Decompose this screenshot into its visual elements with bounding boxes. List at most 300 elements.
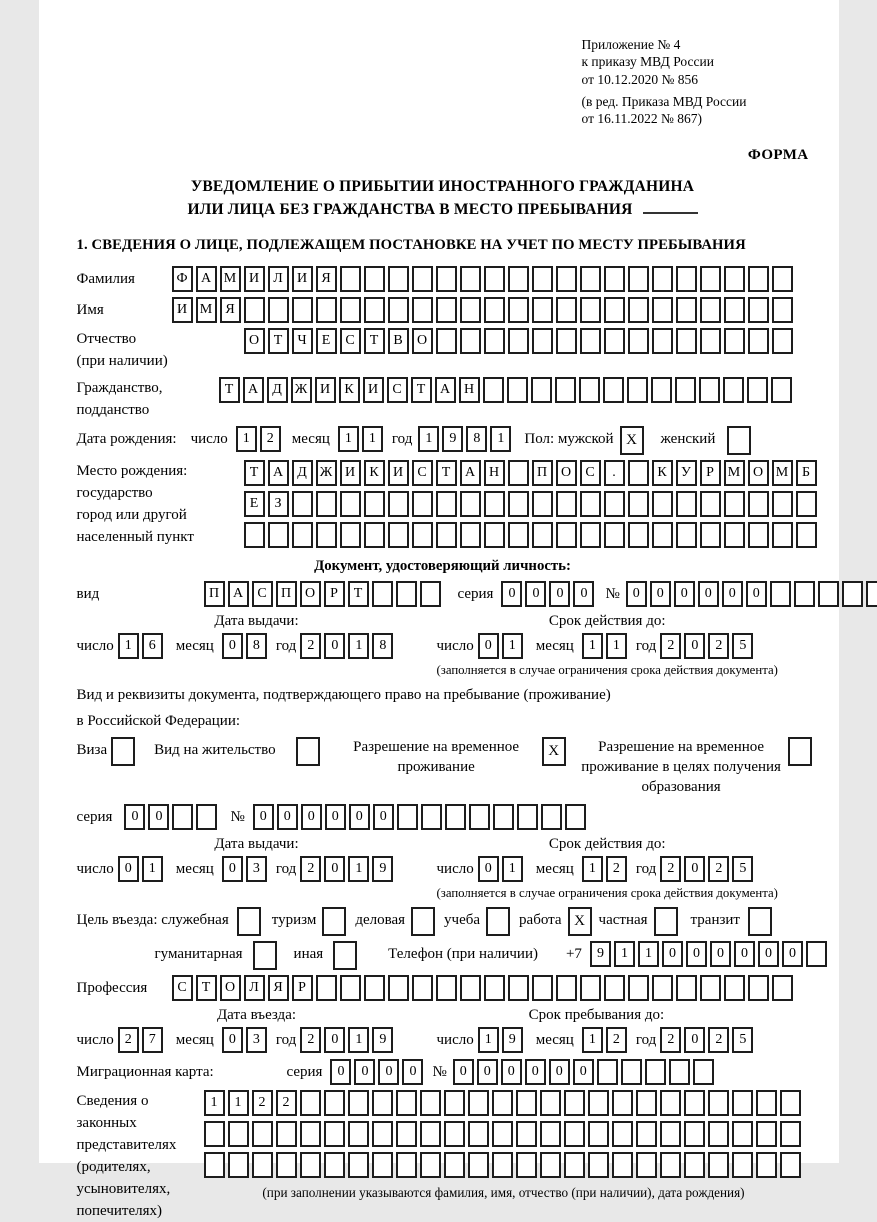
char-cell[interactable]: 2	[606, 856, 627, 882]
char-cell[interactable]	[724, 522, 745, 548]
char-cell[interactable]	[627, 377, 648, 403]
char-cell[interactable]	[772, 297, 793, 323]
char-cell[interactable]	[372, 581, 393, 607]
char-cell[interactable]: Н	[484, 460, 505, 486]
char-cell[interactable]	[228, 1152, 249, 1178]
char-cell[interactable]	[508, 266, 529, 292]
char-cell[interactable]	[340, 522, 361, 548]
char-cell[interactable]	[580, 266, 601, 292]
char-cell[interactable]: 1	[478, 1027, 499, 1053]
char-cell[interactable]	[636, 1090, 657, 1116]
char-cell[interactable]	[508, 975, 529, 1001]
char-cell[interactable]: 1	[614, 941, 635, 967]
char-cell[interactable]: 0	[349, 804, 370, 830]
char-cell[interactable]: 9	[372, 856, 393, 882]
char-cell[interactable]: 0	[222, 1027, 243, 1053]
char-cell[interactable]: .	[604, 460, 625, 486]
char-cell[interactable]: С	[252, 581, 273, 607]
char-cell[interactable]	[772, 328, 793, 354]
char-cell[interactable]: А	[228, 581, 249, 607]
char-cell[interactable]	[756, 1152, 777, 1178]
char-cell[interactable]	[770, 581, 791, 607]
char-cell[interactable]: Т	[348, 581, 369, 607]
char-cell[interactable]	[252, 1152, 273, 1178]
char-cell[interactable]	[493, 804, 514, 830]
char-cell[interactable]	[700, 328, 721, 354]
char-cell[interactable]	[580, 328, 601, 354]
char-cell[interactable]	[469, 804, 490, 830]
char-cell[interactable]: И	[340, 460, 361, 486]
char-cell[interactable]	[796, 522, 817, 548]
char-cell[interactable]	[723, 377, 744, 403]
char-cell[interactable]: 1	[236, 426, 257, 452]
char-cell[interactable]	[580, 522, 601, 548]
char-cell[interactable]: 2	[660, 1027, 681, 1053]
char-cell[interactable]: 9	[502, 1027, 523, 1053]
char-cell[interactable]	[708, 1152, 729, 1178]
char-cell[interactable]	[748, 522, 769, 548]
char-cell[interactable]	[483, 377, 504, 403]
char-cell[interactable]	[468, 1152, 489, 1178]
char-cell[interactable]: К	[652, 460, 673, 486]
char-cell[interactable]	[340, 266, 361, 292]
char-cell[interactable]: 1	[362, 426, 383, 452]
char-cell[interactable]	[588, 1121, 609, 1147]
char-cell[interactable]: 0	[684, 633, 705, 659]
char-cell[interactable]: 2	[300, 856, 321, 882]
char-cell[interactable]	[628, 460, 649, 486]
char-cell[interactable]	[460, 328, 481, 354]
char-cell[interactable]	[324, 1152, 345, 1178]
char-cell[interactable]	[748, 297, 769, 323]
char-cell[interactable]	[612, 1152, 633, 1178]
char-cell[interactable]: 0	[746, 581, 767, 607]
char-cell[interactable]	[676, 522, 697, 548]
char-cell[interactable]	[252, 1121, 273, 1147]
char-cell[interactable]	[652, 975, 673, 1001]
char-cell[interactable]	[652, 522, 673, 548]
checkbox-cell[interactable]	[237, 907, 261, 936]
char-cell[interactable]	[669, 1059, 690, 1085]
char-cell[interactable]	[436, 975, 457, 1001]
char-cell[interactable]	[579, 377, 600, 403]
checkbox-cell[interactable]	[296, 737, 320, 766]
char-cell[interactable]	[676, 297, 697, 323]
char-cell[interactable]	[324, 1121, 345, 1147]
char-cell[interactable]: О	[300, 581, 321, 607]
char-cell[interactable]	[541, 804, 562, 830]
checkbox-cell[interactable]	[411, 907, 435, 936]
char-cell[interactable]	[532, 975, 553, 1001]
char-cell[interactable]: 0	[734, 941, 755, 967]
char-cell[interactable]	[532, 266, 553, 292]
checkbox-cell[interactable]: X	[568, 907, 592, 936]
char-cell[interactable]	[484, 975, 505, 1001]
char-cell[interactable]: П	[532, 460, 553, 486]
char-cell[interactable]: 0	[710, 941, 731, 967]
char-cell[interactable]	[444, 1152, 465, 1178]
char-cell[interactable]	[372, 1121, 393, 1147]
char-cell[interactable]	[676, 975, 697, 1001]
char-cell[interactable]: 9	[442, 426, 463, 452]
char-cell[interactable]	[732, 1090, 753, 1116]
char-cell[interactable]: 8	[246, 633, 267, 659]
char-cell[interactable]	[412, 975, 433, 1001]
char-cell[interactable]	[348, 1121, 369, 1147]
char-cell[interactable]: Т	[219, 377, 240, 403]
char-cell[interactable]	[700, 491, 721, 517]
char-cell[interactable]: О	[556, 460, 577, 486]
char-cell[interactable]: 0	[253, 804, 274, 830]
char-cell[interactable]: М	[220, 266, 241, 292]
char-cell[interactable]	[508, 491, 529, 517]
char-cell[interactable]: Т	[364, 328, 385, 354]
char-cell[interactable]	[604, 491, 625, 517]
char-cell[interactable]	[708, 1090, 729, 1116]
char-cell[interactable]: 1	[418, 426, 439, 452]
char-cell[interactable]: 0	[573, 1059, 594, 1085]
char-cell[interactable]	[316, 297, 337, 323]
char-cell[interactable]	[244, 522, 265, 548]
char-cell[interactable]: Л	[268, 266, 289, 292]
char-cell[interactable]	[412, 297, 433, 323]
checkbox-cell[interactable]: X	[620, 426, 644, 455]
char-cell[interactable]	[412, 522, 433, 548]
char-cell[interactable]	[436, 328, 457, 354]
char-cell[interactable]: 0	[301, 804, 322, 830]
char-cell[interactable]	[806, 941, 827, 967]
char-cell[interactable]	[508, 460, 529, 486]
char-cell[interactable]: 0	[501, 581, 522, 607]
char-cell[interactable]: Д	[267, 377, 288, 403]
char-cell[interactable]: 0	[373, 804, 394, 830]
char-cell[interactable]: Р	[324, 581, 345, 607]
char-cell[interactable]	[396, 581, 417, 607]
char-cell[interactable]	[532, 297, 553, 323]
char-cell[interactable]: 1	[348, 1027, 369, 1053]
char-cell[interactable]: 0	[324, 1027, 345, 1053]
char-cell[interactable]: И	[292, 266, 313, 292]
char-cell[interactable]	[565, 804, 586, 830]
char-cell[interactable]	[396, 1121, 417, 1147]
char-cell[interactable]	[866, 581, 877, 607]
char-cell[interactable]: 0	[782, 941, 803, 967]
char-cell[interactable]	[460, 522, 481, 548]
char-cell[interactable]: В	[388, 328, 409, 354]
char-cell[interactable]: Т	[411, 377, 432, 403]
char-cell[interactable]	[732, 1121, 753, 1147]
char-cell[interactable]	[636, 1152, 657, 1178]
char-cell[interactable]: И	[172, 297, 193, 323]
char-cell[interactable]	[652, 297, 673, 323]
char-cell[interactable]	[564, 1152, 585, 1178]
char-cell[interactable]: Р	[292, 975, 313, 1001]
char-cell[interactable]	[444, 1090, 465, 1116]
char-cell[interactable]	[388, 491, 409, 517]
char-cell[interactable]	[420, 1090, 441, 1116]
char-cell[interactable]: 0	[684, 856, 705, 882]
char-cell[interactable]	[660, 1121, 681, 1147]
char-cell[interactable]	[771, 377, 792, 403]
char-cell[interactable]	[492, 1121, 513, 1147]
char-cell[interactable]	[628, 975, 649, 1001]
checkbox-cell[interactable]	[486, 907, 510, 936]
char-cell[interactable]	[436, 297, 457, 323]
char-cell[interactable]: 1	[348, 856, 369, 882]
char-cell[interactable]: 0	[758, 941, 779, 967]
char-cell[interactable]: Т	[244, 460, 265, 486]
char-cell[interactable]	[747, 377, 768, 403]
char-cell[interactable]: 2	[660, 856, 681, 882]
checkbox-cell[interactable]	[322, 907, 346, 936]
char-cell[interactable]	[444, 1121, 465, 1147]
char-cell[interactable]	[460, 491, 481, 517]
char-cell[interactable]	[603, 377, 624, 403]
char-cell[interactable]	[818, 581, 839, 607]
char-cell[interactable]: К	[364, 460, 385, 486]
char-cell[interactable]	[794, 581, 815, 607]
char-cell[interactable]: 5	[732, 856, 753, 882]
char-cell[interactable]	[484, 297, 505, 323]
char-cell[interactable]	[612, 1090, 633, 1116]
char-cell[interactable]	[484, 522, 505, 548]
char-cell[interactable]: Т	[268, 328, 289, 354]
char-cell[interactable]: О	[244, 328, 265, 354]
char-cell[interactable]	[796, 491, 817, 517]
char-cell[interactable]	[396, 1152, 417, 1178]
char-cell[interactable]	[556, 491, 577, 517]
char-cell[interactable]: 0	[573, 581, 594, 607]
char-cell[interactable]	[556, 297, 577, 323]
char-cell[interactable]	[724, 328, 745, 354]
char-cell[interactable]	[724, 975, 745, 1001]
char-cell[interactable]: Т	[196, 975, 217, 1001]
char-cell[interactable]	[580, 975, 601, 1001]
char-cell[interactable]: С	[412, 460, 433, 486]
char-cell[interactable]	[588, 1152, 609, 1178]
char-cell[interactable]	[276, 1152, 297, 1178]
char-cell[interactable]	[532, 522, 553, 548]
char-cell[interactable]: 1	[142, 856, 163, 882]
char-cell[interactable]: Т	[436, 460, 457, 486]
char-cell[interactable]: Н	[459, 377, 480, 403]
char-cell[interactable]	[748, 975, 769, 1001]
char-cell[interactable]: Ф	[172, 266, 193, 292]
char-cell[interactable]: 1	[228, 1090, 249, 1116]
char-cell[interactable]: 0	[501, 1059, 522, 1085]
char-cell[interactable]: 0	[330, 1059, 351, 1085]
char-cell[interactable]	[604, 975, 625, 1001]
char-cell[interactable]	[412, 266, 433, 292]
char-cell[interactable]	[700, 266, 721, 292]
char-cell[interactable]	[340, 297, 361, 323]
char-cell[interactable]	[396, 1090, 417, 1116]
char-cell[interactable]: 1	[606, 633, 627, 659]
char-cell[interactable]	[780, 1121, 801, 1147]
char-cell[interactable]	[628, 491, 649, 517]
char-cell[interactable]	[196, 804, 217, 830]
char-cell[interactable]	[492, 1152, 513, 1178]
char-cell[interactable]: 5	[732, 1027, 753, 1053]
char-cell[interactable]	[748, 491, 769, 517]
char-cell[interactable]	[756, 1121, 777, 1147]
char-cell[interactable]: 0	[684, 1027, 705, 1053]
char-cell[interactable]: 1	[348, 633, 369, 659]
char-cell[interactable]	[372, 1090, 393, 1116]
char-cell[interactable]	[621, 1059, 642, 1085]
char-cell[interactable]	[676, 266, 697, 292]
char-cell[interactable]: 2	[660, 633, 681, 659]
char-cell[interactable]	[244, 297, 265, 323]
char-cell[interactable]: 8	[372, 633, 393, 659]
checkbox-cell[interactable]	[727, 426, 751, 455]
char-cell[interactable]: 1	[338, 426, 359, 452]
char-cell[interactable]	[652, 491, 673, 517]
char-cell[interactable]: О	[412, 328, 433, 354]
char-cell[interactable]	[492, 1090, 513, 1116]
char-cell[interactable]	[652, 328, 673, 354]
char-cell[interactable]	[604, 266, 625, 292]
char-cell[interactable]: Е	[244, 491, 265, 517]
char-cell[interactable]: И	[363, 377, 384, 403]
char-cell[interactable]	[700, 297, 721, 323]
char-cell[interactable]: А	[460, 460, 481, 486]
char-cell[interactable]: 0	[525, 581, 546, 607]
char-cell[interactable]: 0	[277, 804, 298, 830]
char-cell[interactable]	[652, 266, 673, 292]
char-cell[interactable]	[628, 328, 649, 354]
char-cell[interactable]	[636, 1121, 657, 1147]
char-cell[interactable]	[316, 522, 337, 548]
char-cell[interactable]: П	[276, 581, 297, 607]
char-cell[interactable]	[700, 522, 721, 548]
char-cell[interactable]	[300, 1090, 321, 1116]
char-cell[interactable]	[700, 975, 721, 1001]
char-cell[interactable]: М	[724, 460, 745, 486]
char-cell[interactable]: 1	[118, 633, 139, 659]
char-cell[interactable]	[772, 522, 793, 548]
char-cell[interactable]	[516, 1121, 537, 1147]
char-cell[interactable]: 0	[453, 1059, 474, 1085]
char-cell[interactable]: 0	[477, 1059, 498, 1085]
char-cell[interactable]: С	[340, 328, 361, 354]
char-cell[interactable]	[556, 975, 577, 1001]
char-cell[interactable]	[508, 522, 529, 548]
char-cell[interactable]: 2	[118, 1027, 139, 1053]
char-cell[interactable]: 2	[260, 426, 281, 452]
char-cell[interactable]: 0	[222, 633, 243, 659]
char-cell[interactable]	[772, 266, 793, 292]
char-cell[interactable]	[645, 1059, 666, 1085]
char-cell[interactable]	[348, 1090, 369, 1116]
char-cell[interactable]	[517, 804, 538, 830]
char-cell[interactable]	[676, 328, 697, 354]
char-cell[interactable]	[421, 804, 442, 830]
char-cell[interactable]: Я	[268, 975, 289, 1001]
char-cell[interactable]	[628, 297, 649, 323]
char-cell[interactable]	[300, 1121, 321, 1147]
char-cell[interactable]	[748, 328, 769, 354]
char-cell[interactable]: 0	[324, 856, 345, 882]
char-cell[interactable]	[699, 377, 720, 403]
checkbox-cell[interactable]	[748, 907, 772, 936]
char-cell[interactable]: С	[172, 975, 193, 1001]
char-cell[interactable]	[556, 328, 577, 354]
char-cell[interactable]	[684, 1090, 705, 1116]
checkbox-cell[interactable]	[111, 737, 135, 766]
char-cell[interactable]: 0	[325, 804, 346, 830]
char-cell[interactable]	[660, 1152, 681, 1178]
char-cell[interactable]	[436, 522, 457, 548]
char-cell[interactable]	[732, 1152, 753, 1178]
char-cell[interactable]: Б	[796, 460, 817, 486]
char-cell[interactable]: Ж	[291, 377, 312, 403]
char-cell[interactable]: 2	[252, 1090, 273, 1116]
char-cell[interactable]: 0	[118, 856, 139, 882]
char-cell[interactable]	[556, 266, 577, 292]
char-cell[interactable]: 2	[276, 1090, 297, 1116]
char-cell[interactable]	[276, 1121, 297, 1147]
char-cell[interactable]	[324, 1090, 345, 1116]
checkbox-cell[interactable]	[333, 941, 357, 970]
char-cell[interactable]: Д	[292, 460, 313, 486]
char-cell[interactable]: И	[244, 266, 265, 292]
char-cell[interactable]: З	[268, 491, 289, 517]
char-cell[interactable]: О	[748, 460, 769, 486]
char-cell[interactable]: 0	[478, 633, 499, 659]
char-cell[interactable]: 0	[124, 804, 145, 830]
char-cell[interactable]: 1	[204, 1090, 225, 1116]
char-cell[interactable]: 8	[466, 426, 487, 452]
char-cell[interactable]: Я	[220, 297, 241, 323]
char-cell[interactable]	[364, 266, 385, 292]
char-cell[interactable]: Ж	[316, 460, 337, 486]
char-cell[interactable]	[748, 266, 769, 292]
char-cell[interactable]	[300, 1152, 321, 1178]
char-cell[interactable]: 6	[142, 633, 163, 659]
char-cell[interactable]	[724, 491, 745, 517]
char-cell[interactable]	[420, 1121, 441, 1147]
char-cell[interactable]: 2	[708, 1027, 729, 1053]
char-cell[interactable]: 0	[662, 941, 683, 967]
char-cell[interactable]: Р	[700, 460, 721, 486]
char-cell[interactable]	[532, 328, 553, 354]
char-cell[interactable]	[436, 266, 457, 292]
char-cell[interactable]: 7	[142, 1027, 163, 1053]
char-cell[interactable]	[268, 297, 289, 323]
char-cell[interactable]: 1	[582, 1027, 603, 1053]
char-cell[interactable]	[772, 491, 793, 517]
char-cell[interactable]	[364, 975, 385, 1001]
char-cell[interactable]	[460, 975, 481, 1001]
char-cell[interactable]: 5	[732, 633, 753, 659]
char-cell[interactable]	[540, 1121, 561, 1147]
char-cell[interactable]	[484, 328, 505, 354]
char-cell[interactable]	[628, 266, 649, 292]
char-cell[interactable]	[612, 1121, 633, 1147]
char-cell[interactable]: И	[315, 377, 336, 403]
char-cell[interactable]	[316, 975, 337, 1001]
char-cell[interactable]: 0	[525, 1059, 546, 1085]
char-cell[interactable]: 1	[582, 633, 603, 659]
char-cell[interactable]: 0	[378, 1059, 399, 1085]
char-cell[interactable]	[484, 491, 505, 517]
char-cell[interactable]: 3	[246, 856, 267, 882]
char-cell[interactable]	[412, 491, 433, 517]
char-cell[interactable]: 0	[650, 581, 671, 607]
char-cell[interactable]	[660, 1090, 681, 1116]
char-cell[interactable]	[772, 975, 793, 1001]
